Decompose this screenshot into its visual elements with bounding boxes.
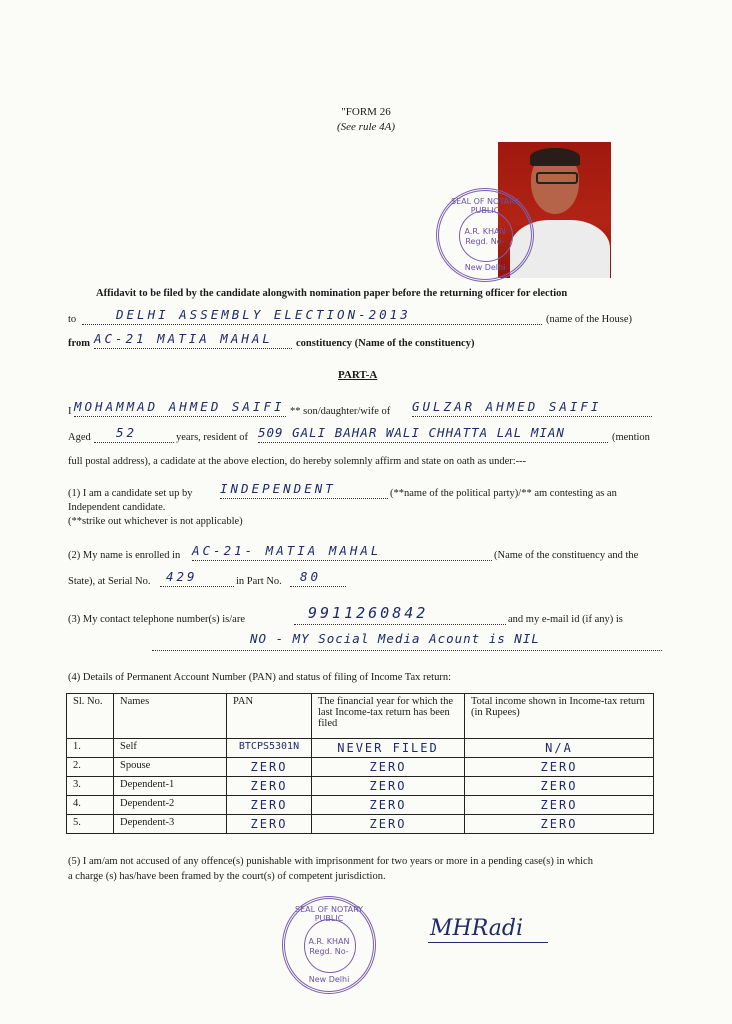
item1-note: (**strike out whichever is not applicable) [68,516,243,527]
enrolled-field [192,542,492,561]
cell-year: ZERO [312,758,465,777]
cell-pan: ZERO [227,777,312,796]
constituency-name: AC-21 MATIA MAHAL [94,331,273,346]
father-field [412,398,652,417]
to-label: to [68,314,77,325]
cell-pan: ZERO [227,796,312,815]
table-row [67,739,654,758]
seal-city: New Delhi [308,975,350,984]
cell-name: Spouse [114,758,227,777]
cell-income: ZERO [465,777,654,796]
cell-sl: 1. [67,739,114,758]
serial-field [160,568,234,587]
postal-line: full postal address), a cadidate at the above election, do hereby solemnly affirm and state on oath as under:--- [68,456,527,467]
seal-name: A.R. KHAN [464,227,506,236]
seal-name: A.R. KHAN [308,937,350,946]
cell-name: Self [114,739,227,758]
phone-field [294,604,506,625]
party-value: INDEPENDENT [220,481,336,496]
item2-suffix: (Name of the constituency and the [494,550,639,561]
item1-prefix: (1) I am a candidate set up by [68,488,193,499]
cell-income: ZERO [465,815,654,834]
notary-seal-bottom [282,896,376,994]
house-name: DELHI ASSEMBLY ELECTION-2013 [116,307,411,322]
name-field [74,398,286,417]
to-field [82,306,542,325]
part-no-value: 80 [300,569,322,584]
col-financial-year: The financial year for which the last Income-tax return has been filed [312,694,465,739]
from-field [94,330,292,349]
part-no-field [290,568,346,587]
notary-seal-top [436,188,534,282]
cell-name: Dependent-1 [114,777,227,796]
cell-year: NEVER FILED [312,739,465,758]
email-value: NO - MY Social Media Acount is NIL [250,631,540,646]
cell-pan: BTCPS5301N [227,739,312,758]
enrolled-value: AC-21- MATIA MAHAL [192,543,382,558]
table-header-row [67,694,654,739]
item1-line2: Independent candidate. [68,502,166,513]
cell-income: N/A [465,739,654,758]
cell-name: Dependent-3 [114,815,227,834]
from-label: from [68,338,90,349]
mention-label: (mention [612,432,650,443]
col-names: Names [114,694,227,739]
table-row [67,777,654,796]
table-row [67,796,654,815]
seal-reg: Regd. No- [465,237,505,246]
affidavit-heading: Affidavit to be filed by the candidate alongwith nomination paper before the returning officer for election [96,288,568,299]
col-sl: Sl. No. [67,694,114,739]
table-row [67,815,654,834]
cell-income: ZERO [465,758,654,777]
seal-text: SEAL OF NOTARY PUBLIC [295,905,363,923]
seal-text: SEAL OF NOTARY PUBLIC [451,197,519,215]
candidate-name: MOHAMMAD AHMED SAIFI [74,399,285,414]
item5-line2: a charge (s) has/have been framed by the court(s) of competent jurisdiction. [68,871,386,882]
pan-table [66,693,654,834]
aged-label: Aged [68,432,91,443]
address-value: 509 GALI BAHAR WALI CHHATTA LAL MIAN [258,425,565,440]
cell-pan: ZERO [227,815,312,834]
cell-sl: 3. [67,777,114,796]
relation-label: ** son/daughter/wife of [290,406,391,417]
signature: MHRadi [430,916,524,941]
col-total-income: Total income shown in Income-tax return (in Rupees) [465,694,654,739]
cell-pan: ZERO [227,758,312,777]
cell-sl: 5. [67,815,114,834]
constituency-label: constituency (Name of the constituency) [296,338,475,349]
form-number: "FORM 26 [341,106,391,118]
cell-year: ZERO [312,777,465,796]
cell-sl: 4. [67,796,114,815]
seal-city: New Delhi [464,263,506,272]
item5-line1: (5) I am/am not accused of any offence(s) punishable with imprisonment for two years or more in a pending case(s) in which [68,856,593,867]
table-row [67,758,654,777]
house-label: (name of the House) [546,314,633,325]
i-label: I [68,406,72,417]
serial-value: 429 [166,569,198,584]
col-pan: PAN [227,694,312,739]
seal-reg: Regd. No- [309,947,349,956]
email-field [152,630,662,651]
part-a-heading: PART-A [338,369,378,381]
item4-heading: (4) Details of Permanent Account Number (PAN) and status of filing of Income Tax return: [68,672,452,683]
item3-suffix: and my e-mail id (if any) is [508,614,623,625]
form-rule: (See rule 4A) [336,121,396,133]
signature-underline [428,942,548,943]
phone-value: 9911260842 [308,604,429,622]
item3-prefix: (3) My contact telephone number(s) is/are [68,614,245,625]
party-field [220,480,388,499]
item1-suffix: (**name of the political party)/** am contesting as an [390,488,617,499]
serial-label: State), at Serial No. [68,576,151,587]
age-field [94,424,174,443]
item2-prefix: (2) My name is enrolled in [68,550,181,561]
part-no-label: in Part No. [236,576,282,587]
cell-sl: 2. [67,758,114,777]
age-value: 52 [116,425,138,440]
cell-income: ZERO [465,796,654,815]
cell-year: ZERO [312,796,465,815]
cell-name: Dependent-2 [114,796,227,815]
address-field [258,424,608,443]
resident-label: years, resident of [176,432,249,443]
cell-year: ZERO [312,815,465,834]
father-name: GULZAR AHMED SAIFI [412,399,602,414]
